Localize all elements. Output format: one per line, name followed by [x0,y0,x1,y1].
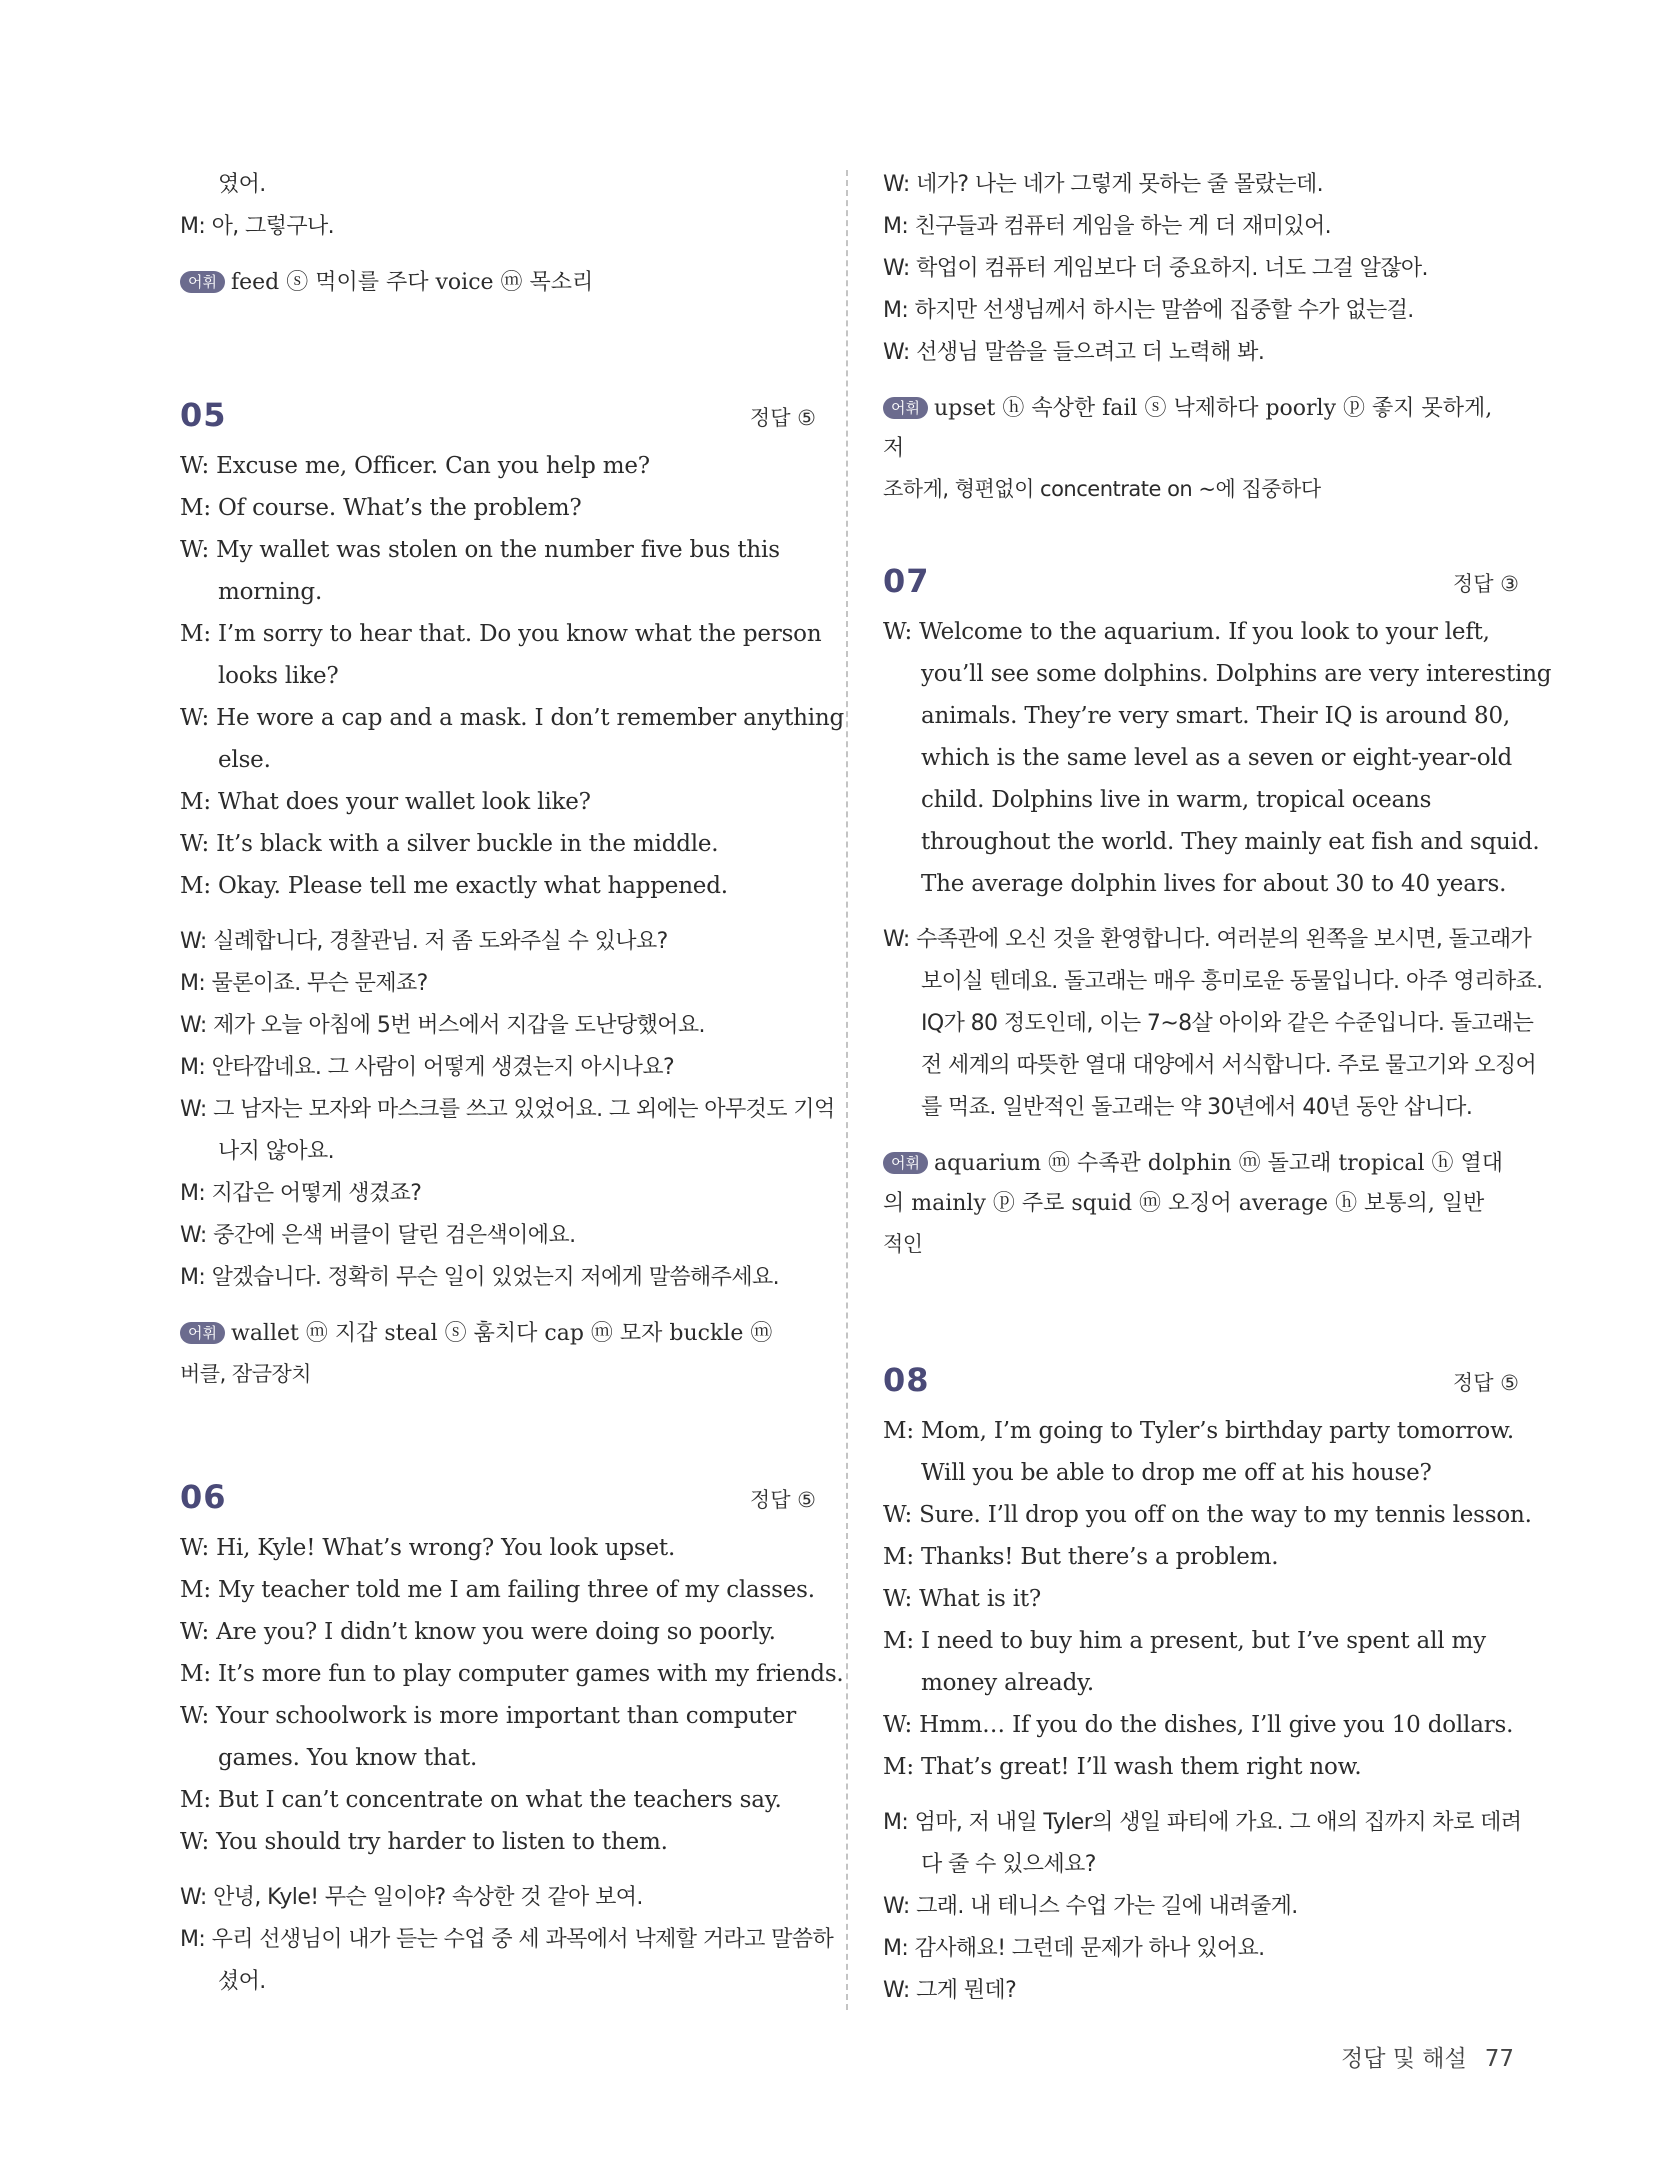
dialogue-line: W: It’s black with a silver buckle in the middle. [180,831,719,857]
translation-line: M: 물론이죠. 무슨 문제죠? [180,971,428,996]
translation-line: W: 그래. 내 테니스 수업 가는 길에 내려줄게. [883,1894,1298,1919]
dialogue-line: W: You should try harder to listen to them. [180,1829,668,1855]
translation-line: W: 중간에 은색 버클이 달린 검은색이에요. [180,1223,576,1248]
page-number: 77 [1484,2046,1514,2072]
page-footer [1341,2040,1514,2073]
translation-line: W: 그 남자는 모자와 마스크를 쓰고 있었어요. 그 외에는 아무것도 기억 [180,1097,835,1122]
dialogue-line: W: Your schoolwork is more important than computer [180,1703,797,1729]
dialogue-line: looks like? [218,663,339,689]
dialogue-line: W: Welcome to the aquarium. If you look to your left, [883,619,1490,645]
translation-line: M: 친구들과 컴퓨터 게임을 하는 게 더 재미있어. [883,214,1332,239]
text-line: 였어. [218,172,266,197]
translation-line: M: 감사해요! 그런데 문제가 하나 있어요. [883,1936,1265,1961]
dialogue-line: child. Dolphins live in warm, tropical oceans [921,787,1432,813]
dialogue-line: W: Hmm… If you do the dishes, I’ll give you 10 dollars. [883,1712,1514,1738]
dialogue-line: morning. [218,579,323,605]
dialogue-line: M: My teacher told me I am failing three of my classes. [180,1577,815,1603]
answer-label: 정답 ⑤ [749,406,816,430]
dialogue-line: M: What does your wallet look like? [180,789,591,815]
translation-line: W: 네가? 나는 네가 그렇게 못하는 줄 몰랐는데. [883,172,1323,197]
dialogue-line: M: I need to buy him a present, but I’ve spent all my [883,1628,1486,1654]
translation-line: 보이실 텐데요. 돌고래는 매우 흥미로운 동물입니다. 아주 영리하죠. [921,969,1543,994]
translation-line: 를 먹죠. 일반적인 돌고래는 약 30년에서 40년 동안 삽니다. [921,1095,1473,1120]
dialogue-line: W: What is it? [883,1586,1042,1612]
dialogue-line: M: It’s more fun to play computer games with my friends. [180,1661,844,1687]
translation-line: IQ가 80 정도인데, 이는 7~8살 아이와 같은 수준입니다. 돌고래는 [921,1011,1534,1036]
translation-line: W: 학업이 컴퓨터 게임보다 더 중요하지. 너도 그걸 알잖아. [883,256,1428,281]
dialogue-line: W: He wore a cap and a mask. I don’t remember anything [180,705,845,731]
dialogue-line: The average dolphin lives for about 30 to 40 years. [921,871,1507,897]
vocab-box: 어휘 wallet ⓜ 지갑 steal ⓢ 훔치다 cap ⓜ 모자 buckle ⓜ 버클, 잠금장치 [180,1321,773,1386]
translation-line: W: 제가 오늘 아침에 5번 버스에서 지갑을 도난당했어요. [180,1013,705,1038]
dialogue-line: M: But I can’t concentrate on what the teachers say. [180,1787,782,1813]
dialogue-line: W: Hi, Kyle! What’s wrong? You look upset. [180,1535,676,1561]
dialogue-line: else. [218,747,271,773]
vocab-box: 어휘 feed ⓢ 먹이를 주다 voice ⓜ 목소리 [180,263,816,303]
vocab-badge: 어휘 [883,397,928,419]
vocab-box: 어휘 aquarium ⓜ 수족관 dolphin ⓜ 돌고래 tropical ⓗ 열대 의 mainly ⓟ 주로 squid ⓜ 오징어 average ⓗ 보통의, 일반 적인 [883,1151,1504,1256]
translation-line: W: 선생님 말씀을 들으려고 더 노력해 봐. [883,340,1265,365]
translation-line: 다 줄 수 있으세요? [921,1852,1096,1877]
question-header [180,1472,816,1522]
translation-line: M: 엄마, 저 내일 Tyler의 생일 파티에 가요. 그 애의 집까지 차로 데려 [883,1810,1522,1835]
dialogue-line: games. You know that. [218,1745,478,1771]
dialogue-line: animals. They’re very smart. Their IQ is around 80, [921,703,1511,729]
question-number: 07 [883,562,930,600]
translation-line: M: 알겠습니다. 정확히 무슨 일이 있었는지 저에게 말씀해주세요. [180,1265,780,1290]
question-number: 06 [180,1478,227,1516]
dialogue-line: M: That’s great! I’ll wash them right now. [883,1754,1362,1780]
translation-line: W: 실례합니다, 경찰관님. 저 좀 도와주실 수 있나요? [180,929,668,954]
dialogue-line: M: Of course. What’s the problem? [180,495,582,521]
question-header [180,390,816,440]
dialogue-line: which is the same level as a seven or eight-year-old [921,745,1513,771]
translation-line: M: 하지만 선생님께서 하시는 말씀에 집중할 수가 없는걸. [883,298,1414,323]
question-header [883,1355,1519,1405]
dialogue-line: W: Excuse me, Officer. Can you help me? [180,453,650,479]
dialogue-line: W: My wallet was stolen on the number five bus this [180,537,780,563]
vocab-box: 어휘 upset ⓗ 속상한 fail ⓢ 낙제하다 poorly ⓟ 좋지 못하게, 저 조하게, 형편없이 concentrate on ~에 집중하다 [883,396,1493,501]
dialogue-line: W: Sure. I’ll drop you off on the way to my tennis lesson. [883,1502,1532,1528]
translation-line: W: 그게 뭔데? [883,1978,1017,2003]
dialogue-line: M: Thanks! But there’s a problem. [883,1544,1279,1570]
translation-line: 나지 않아요. [218,1139,335,1164]
question-header [883,556,1519,606]
dialogue-line: M: I’m sorry to hear that. Do you know what the person [180,621,822,647]
translation-line: W: 수족관에 오신 것을 환영합니다. 여러분의 왼쪽을 보시면, 돌고래가 [883,927,1532,952]
translation-line: M: 지갑은 어떻게 생겼죠? [180,1181,422,1206]
dialogue-line: M: Okay. Please tell me exactly what happened. [180,873,728,899]
text-line: M: 아, 그렇구나. [180,214,335,239]
answer-label: 정답 ⑤ [749,1488,816,1512]
dialogue-line: money already. [921,1670,1094,1696]
dialogue-line: M: Mom, I’m going to Tyler’s birthday party tomorrow. [883,1418,1514,1444]
answer-label: 정답 ③ [1452,572,1519,596]
question-number: 05 [180,396,227,434]
vocab-badge: 어휘 [883,1152,928,1174]
question-number: 08 [883,1361,930,1399]
dialogue-line: Will you be able to drop me off at his house? [921,1460,1432,1486]
dialogue-line: throughout the world. They mainly eat fish and squid. [921,829,1540,855]
vocab-badge: 어휘 [180,1322,225,1344]
translation-line: 셨어. [218,1969,266,1994]
vocab-badge: 어휘 [180,271,225,293]
translation-line: 전 세계의 따뜻한 열대 대양에서 서식합니다. 주로 물고기와 오징어 [921,1053,1537,1078]
answer-label: 정답 ⑤ [1452,1371,1519,1395]
translation-line: M: 우리 선생님이 내가 듣는 수업 중 세 과목에서 낙제할 거라고 말씀하 [180,1927,834,1952]
dialogue-line: W: Are you? I didn’t know you were doing so poorly. [180,1619,776,1645]
translation-line: M: 안타깝네요. 그 사람이 어떻게 생겼는지 아시나요? [180,1055,675,1080]
column-divider [846,170,848,2010]
dialogue-line: you’ll see some dolphins. Dolphins are very interesting [921,661,1552,687]
footer-label: 정답 및 해설 [1341,2046,1467,2072]
translation-line: W: 안녕, Kyle! 무슨 일이야? 속상한 것 같아 보여. [180,1885,643,1910]
